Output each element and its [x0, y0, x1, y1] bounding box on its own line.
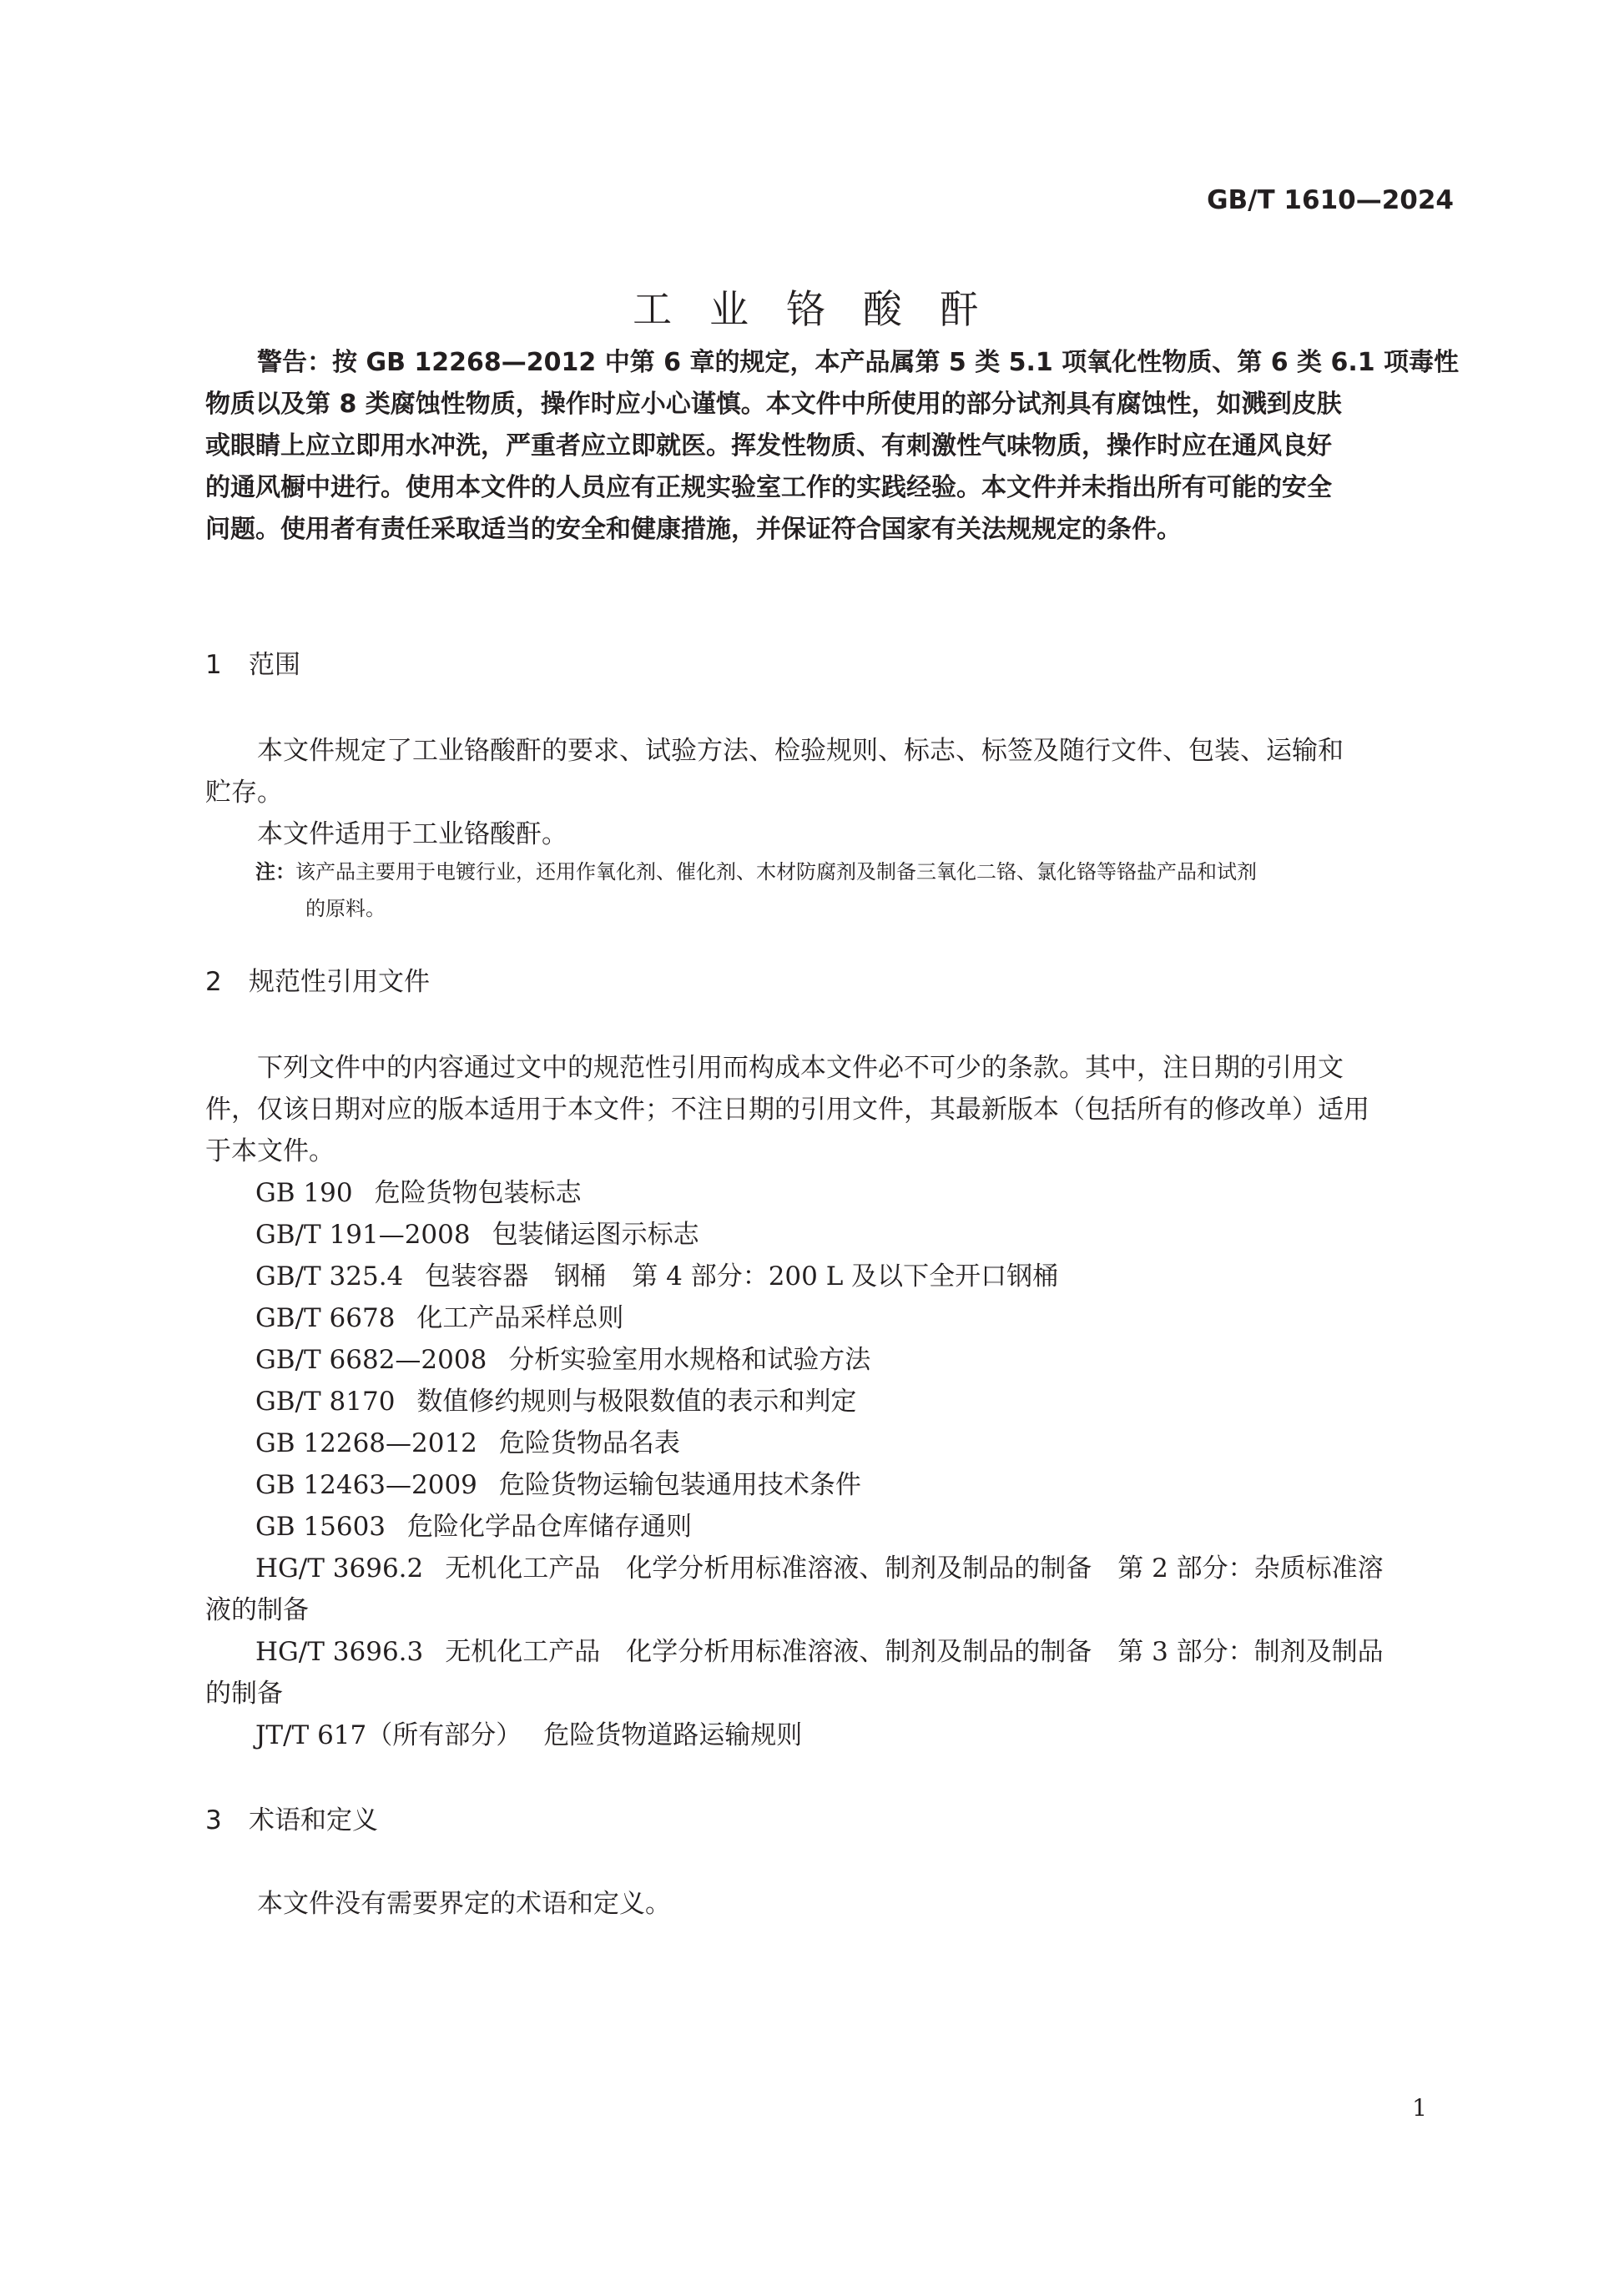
reference-code: GB/T 8170	[255, 1387, 396, 1417]
note-text-continued: 的原料。	[305, 897, 386, 920]
reference-item-continued: 的制备	[205, 1679, 283, 1709]
reference-title: 数值修约规则与极限数值的表示和判定	[416, 1387, 857, 1417]
reference-item	[255, 1714, 802, 1756]
section-heading-terms	[205, 1800, 378, 1841]
reference-code: GB/T 325.4	[255, 1261, 404, 1292]
reference-title: 分析实验室用水规格和试验方法	[508, 1345, 871, 1375]
references-intro-line: 下列文件中的内容通过文中的规范性引用而构成本文件必不可少的条款。其中，注日期的引用文	[257, 1053, 1344, 1083]
reference-code: GB 12268—2012	[255, 1428, 477, 1458]
warning-line: 或眼睛上应立即用水冲洗，严重者应立即就医。挥发性物质、有刺激性气味物质，操作时应在通风良好	[205, 431, 1332, 461]
scope-paragraph-line: 本文件规定了工业铬酸酐的要求、试验方法、检验规则、标志、标签及随行文件、包装、运输和	[257, 736, 1344, 766]
warning-line: 物质以及第 8 类腐蚀性物质，操作时应小心谨慎。本文件中所使用的部分试剂具有腐蚀性，如溅到皮肤	[205, 390, 1342, 419]
reference-item	[255, 1339, 870, 1381]
reference-code: HG/T 3696.2	[255, 1553, 424, 1584]
reference-code: GB 190	[255, 1178, 353, 1208]
reference-code: GB 15603	[255, 1512, 386, 1542]
reference-title: 危险货物运输包装通用技术条件	[498, 1470, 861, 1500]
warning-line: 的通风橱中进行。使用本文件的人员应有正规实验室工作的实践经验。本文件并未指出所有可能的安全	[205, 473, 1332, 502]
terms-paragraph: 本文件没有需要界定的术语和定义。	[257, 1889, 671, 1919]
section-title: 范围	[249, 650, 300, 680]
reference-code: GB/T 6682—2008	[255, 1345, 487, 1375]
reference-item	[255, 1506, 692, 1548]
warning-paragraph	[205, 342, 1460, 551]
reference-code: GB 12463—2009	[255, 1470, 477, 1500]
scope-paragraph: 本文件适用于工业铬酸酐。	[257, 819, 567, 849]
reference-item	[255, 1464, 861, 1506]
reference-title: 危险货物品名表	[498, 1428, 680, 1458]
page-number: 1	[1412, 2094, 1427, 2122]
note-text: 该产品主要用于电镀行业，还用作氧化剂、催化剂、木材防腐剂及制备三氧化二铬、氯化铬等铬盐产品和试剂	[295, 860, 1257, 884]
reference-item	[255, 1172, 582, 1214]
reference-item	[255, 1631, 1384, 1673]
section-number: 1	[205, 650, 222, 680]
reference-code: GB/T 191—2008	[255, 1220, 471, 1250]
reference-item	[255, 1422, 680, 1464]
reference-item	[255, 1548, 1384, 1589]
reference-title: 危险货物道路运输规则	[543, 1720, 803, 1750]
reference-title: 危险货物包装标志	[374, 1178, 582, 1208]
reference-title: 包装储运图示标志	[492, 1220, 699, 1250]
reference-code: HG/T 3696.3	[255, 1637, 424, 1667]
scope-note	[255, 853, 1457, 927]
warning-line: 问题。使用者有责任采取适当的安全和健康措施，并保证符合国家有关法规规定的条件。	[205, 515, 1182, 544]
reference-item	[255, 1256, 1058, 1297]
reference-item	[255, 1297, 623, 1339]
reference-title: 包装容器 钢桶 第 4 部分：200 L 及以下全开口钢桶	[425, 1261, 1059, 1292]
reference-title: 无机化工产品 化学分析用标准溶液、制剂及制品的制备 第 2 部分：杂质标准溶	[445, 1553, 1384, 1584]
section-title: 术语和定义	[249, 1805, 378, 1835]
reference-title: 无机化工产品 化学分析用标准溶液、制剂及制品的制备 第 3 部分：制剂及制品	[445, 1637, 1384, 1667]
section-heading-scope	[205, 644, 300, 686]
section-title: 规范性引用文件	[249, 967, 430, 997]
reference-title: 危险化学品仓库储存通则	[407, 1512, 693, 1542]
reference-code: GB/T 6678	[255, 1303, 396, 1333]
scope-paragraph-line: 贮存。	[205, 778, 283, 808]
references-intro-line: 于本文件。	[205, 1136, 335, 1166]
reference-code: JT/T 617（所有部分）	[255, 1720, 522, 1750]
document-title: 工 业 铬 酸 酐	[633, 287, 991, 333]
standard-code: GB/T 1610—2024	[1207, 185, 1454, 215]
reference-title: 化工产品采样总则	[416, 1303, 624, 1333]
warning-line: 警告：按 GB 12268—2012 中第 6 章的规定，本产品属第 5 类 5.1 项氧化性物质、第 6 类 6.1 项毒性	[257, 348, 1460, 377]
section-number: 2	[205, 967, 222, 997]
reference-item	[255, 1214, 699, 1256]
section-number: 3	[205, 1805, 222, 1835]
note-label: 注：	[255, 860, 295, 884]
section-heading-references	[205, 961, 430, 1003]
reference-item	[255, 1381, 856, 1422]
reference-item-continued: 液的制备	[205, 1595, 309, 1625]
references-intro-line: 件，仅该日期对应的版本适用于本文件；不注日期的引用文件，其最新版本（包括所有的修改单）适用	[205, 1095, 1369, 1125]
